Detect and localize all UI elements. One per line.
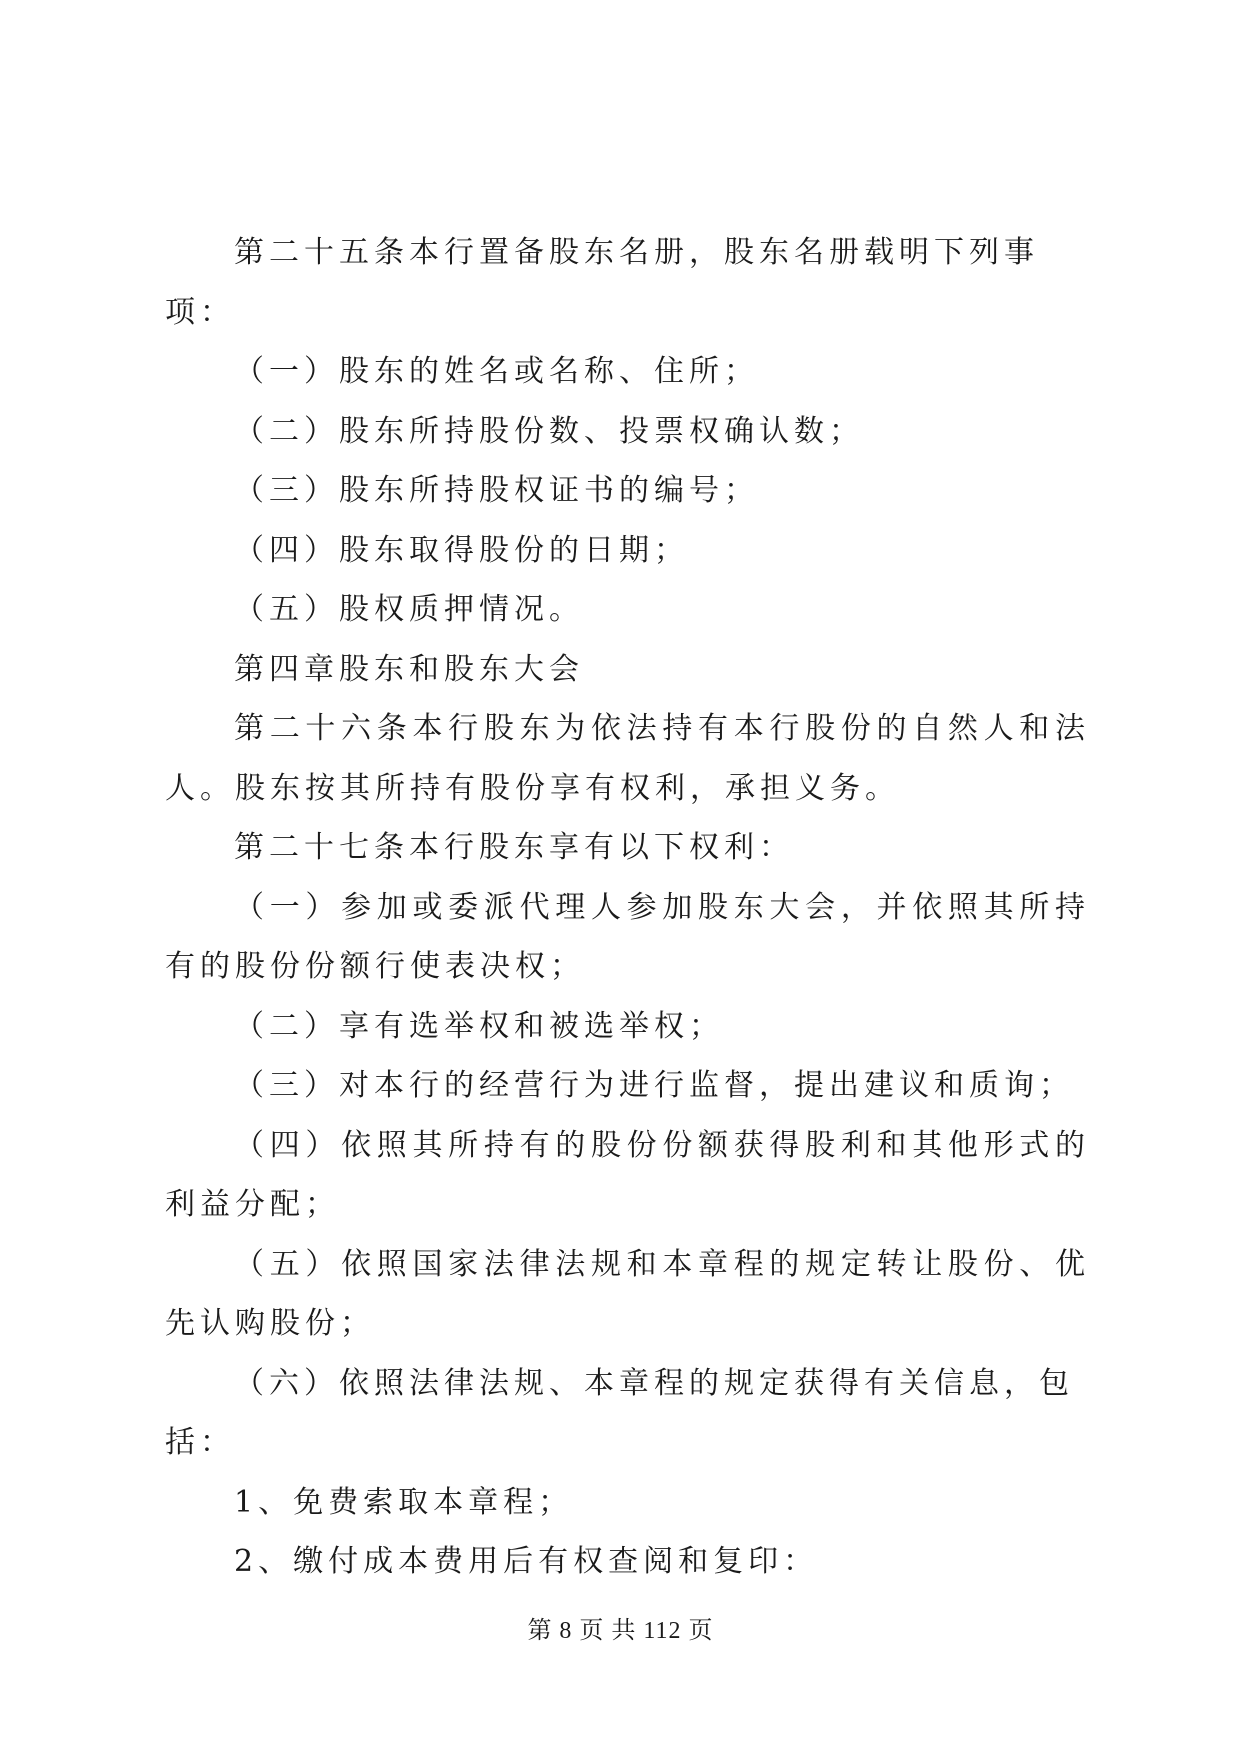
list-item-3: （三）股东所持股权证书的编号； (234, 473, 759, 508)
list-item-4: （四）股东取得股份的日期； (234, 532, 689, 568)
rights-item-5: （五）依照国家法律法规和本章程的规定转让股份、优先认购股份； (165, 1246, 1090, 1341)
page-footer: 第 8 页 共 112 页 (527, 1618, 714, 1644)
article-27-heading: 第二十七条本行股东享有以下权利： (234, 830, 794, 865)
rights-item-3: （三）对本行的经营行为进行监督，提出建议和质询； (234, 1068, 1074, 1103)
list-item-2: （二）股东所持股份数、投票权确认数； (234, 413, 864, 449)
article-25-heading: 第二十五条本行置备股东名册，股东名册载明下列事项： (165, 235, 1039, 330)
list-item-1: （一）股东的姓名或名称、住所； (234, 354, 759, 389)
document-body (165, 223, 1090, 1592)
sub-item-1: 1、免费索取本章程； (234, 1484, 574, 1520)
rights-item-2: （二）享有选举权和被选举权； (234, 1008, 724, 1044)
chapter-4-heading: 第四章股东和股东大会 (234, 651, 584, 687)
rights-item-6: （六）依照法律法规、本章程的规定获得有关信息，包括： (165, 1365, 1074, 1460)
sub-item-2: 2、缴付成本费用后有权查阅和复印： (234, 1544, 819, 1579)
rights-item-1: （一）参加或委派代理人参加股东大会，并依照其所持有的股份份额行使表决权； (165, 889, 1090, 984)
article-26-paragraph: 第二十六条本行股东为依法持有本行股份的自然人和法人。股东按其所持有股份享有权利，承担义务。 (165, 711, 1090, 806)
rights-item-4: （四）依照其所持有的股份份额获得股利和其他形式的利益分配； (165, 1127, 1090, 1222)
list-item-5: （五）股权质押情况。 (234, 592, 584, 627)
